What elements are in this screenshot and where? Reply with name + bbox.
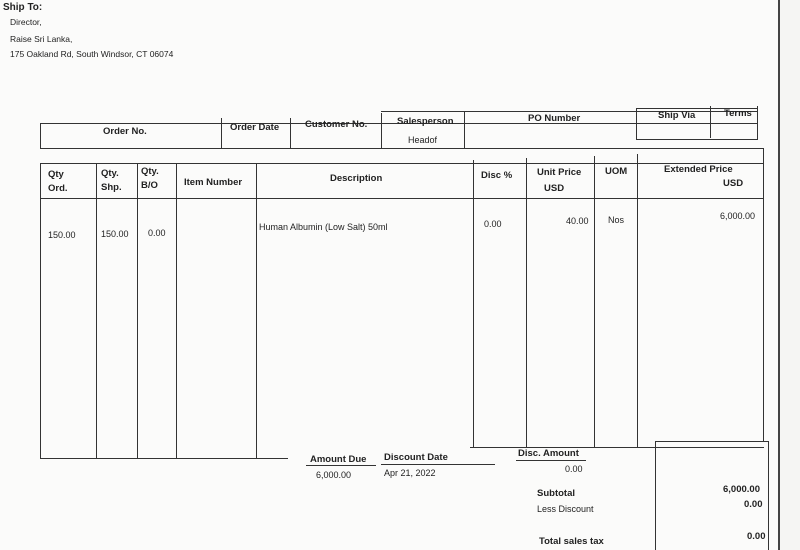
col-sep-4	[256, 163, 257, 458]
sales-tax-value: 0.00	[747, 531, 766, 542]
order-date-header: Order Date	[230, 122, 280, 133]
order-sep-5	[636, 108, 637, 140]
qty-bo-header-2: B/O	[141, 180, 158, 191]
qty-ord-header-2: Ord.	[48, 183, 68, 194]
row-qty-bo: 0.00	[148, 228, 166, 238]
row-uom: Nos	[608, 215, 625, 225]
order-sep-1	[221, 118, 222, 149]
order-sep-4	[464, 111, 465, 149]
less-discount-value: 0.00	[744, 499, 763, 510]
order-top-right	[381, 111, 757, 112]
col-sep-2	[137, 163, 138, 459]
uom-header: UOM	[605, 166, 628, 177]
items-table-left	[40, 163, 41, 459]
items-header-bottom	[40, 198, 764, 199]
items-table-right	[763, 148, 764, 441]
items-table-bottom-left	[40, 458, 288, 459]
item-number-header: Item Number	[184, 177, 243, 188]
extended-price-header-2: USD	[723, 178, 744, 189]
ship-to-heading: Ship To:	[3, 2, 43, 13]
col-sep-8	[637, 154, 638, 447]
row-disc-pct: 0.00	[484, 219, 502, 229]
subtotal-label: Subtotal	[537, 488, 575, 499]
disc-pct-header: Disc %	[481, 170, 513, 181]
discount-date-label: Discount Date	[384, 452, 448, 463]
unit-price-header-1: Unit Price	[537, 167, 582, 178]
ship-to-line-1: Director,	[10, 17, 42, 27]
subtotal-value: 6,000.00	[723, 484, 760, 495]
col-sep-7	[594, 156, 595, 448]
items-table-top	[40, 163, 764, 164]
order-sep-6	[710, 106, 711, 138]
order-sep-2	[290, 118, 291, 149]
disc-amount-rule	[516, 460, 586, 461]
items-table-bottom-right	[470, 447, 764, 448]
qty-bo-header-1: Qty.	[141, 166, 159, 177]
order-box-left	[40, 123, 41, 149]
row-description: Human Albumin (Low Salt) 50ml	[259, 222, 388, 232]
col-sep-1	[96, 163, 97, 459]
customer-no-header: Customer No.	[305, 119, 368, 130]
qty-ord-header-1: Qty	[48, 169, 64, 180]
unit-price-header-2: USD	[544, 183, 565, 194]
col-sep-5	[473, 160, 474, 448]
ship-to-line-3: 175 Oakland Rd, South Windsor, CT 06074	[10, 49, 174, 59]
salesperson-value: Headof	[408, 135, 438, 145]
description-header: Description	[330, 173, 383, 184]
row-qty-shp: 150.00	[101, 229, 129, 239]
qty-shp-header-1: Qty.	[101, 168, 119, 179]
order-sep-3	[381, 113, 382, 149]
totals-box-left	[655, 441, 656, 550]
disc-amount-value: 0.00	[565, 464, 583, 474]
sales-tax-label: Total sales tax	[539, 536, 604, 547]
totals-box-top	[655, 441, 769, 442]
qty-shp-header-2: Shp.	[101, 182, 122, 193]
terms-header: Terms	[724, 108, 752, 119]
order-no-header: Order No.	[103, 126, 147, 137]
amount-due-value: 6,000.00	[316, 470, 352, 480]
row-qty-ord: 150.00	[48, 230, 76, 240]
ship-via-header: Ship Via	[658, 110, 696, 121]
disc-amount-label: Disc. Amount	[518, 448, 579, 459]
order-box-right	[757, 106, 758, 140]
row-unit-price: 40.00	[566, 216, 589, 226]
col-sep-3	[176, 163, 177, 459]
row-extended-price: 6,000.00	[720, 211, 756, 221]
amount-due-label: Amount Due	[310, 454, 367, 465]
col-sep-6	[526, 158, 527, 448]
salesperson-header: Salesperson	[397, 116, 454, 127]
amount-due-rule	[306, 465, 376, 466]
order-mid-right	[636, 139, 758, 140]
po-number-header: PO Number	[528, 113, 581, 124]
order-box-bottom	[40, 148, 764, 149]
extended-price-header-1: Extended Price	[664, 164, 733, 175]
totals-box-right	[768, 441, 769, 550]
discount-date-rule	[381, 464, 495, 465]
discount-date-value: Apr 21, 2022	[384, 468, 436, 478]
ship-to-line-2: Raise Sri Lanka,	[10, 34, 73, 44]
less-discount-label: Less Discount	[537, 504, 594, 514]
page-edge	[778, 0, 780, 550]
